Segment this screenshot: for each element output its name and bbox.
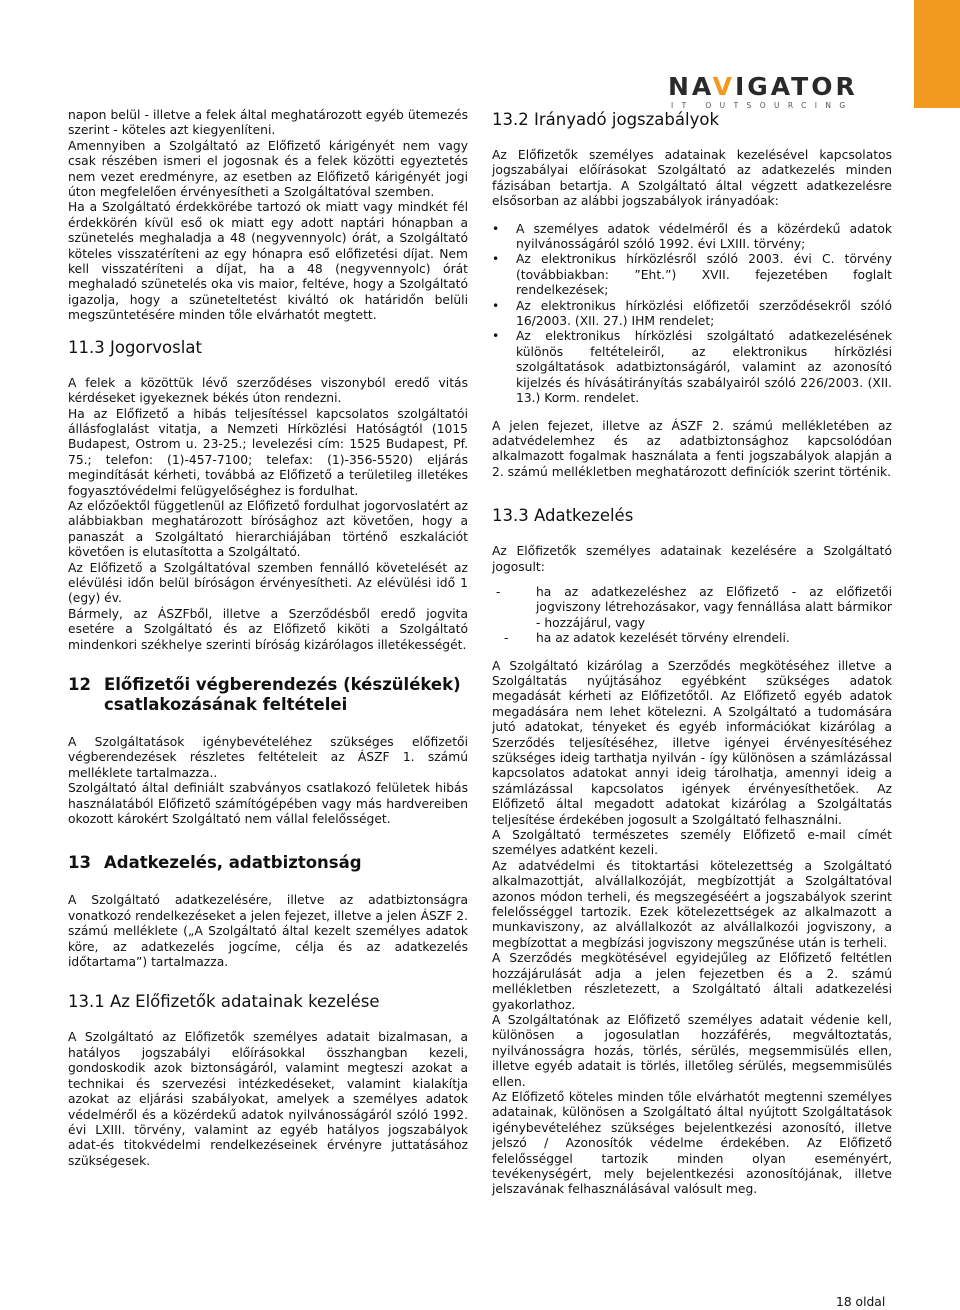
paragraph: Szolgáltató által definiált szabványos csatlakozó felületek hibás használatából Előfizető számítógépében vagy más hardvereiben okozott károkért Szolgáltató nem vállal felelősséget.: [68, 781, 468, 827]
list-item: - ha az adatkezeléshez az Előfizető - az előfizetői jogviszony létrehozásakor, vagy fennállása alatt bármikor - hozzájárul, vagy: [496, 584, 892, 630]
brand-accent-bar: [914, 0, 960, 108]
heading-12: 12 Előfizetői végberendezés (készülékek) csatlakozásának feltételei: [68, 675, 461, 714]
paragraph: A Szolgáltató kizárólag a Szerződés megkötéséhez illetve a Szolgáltatás nyújtásához egyébként szükséges adatok megadását kérheti az Előfizetőtől. Az Előfizető egyéb adatok megadására nem lehet kötelezni. A Szolgáltató a tudomására jutó adatokat, tényeket és egyéb információkat kizárólag a Szerződés teljesítéséhez, illetve igényei érvényesítéséhez szükséges ideig tarthatja nyilván - így különösen a számlázással kapcsolatos adatokat annyi ideig tárolhatja, amennyi ideig a számlázással kapcsolatos igények érvényesíthetőek. Az Előfizető által megadott adatokat kizárólag a Szolgáltatás teljesítése érdekében jogosult a Szolgáltató felhasználni.: [492, 658, 892, 827]
paragraph: Ha az Előfizető a hibás teljesítéssel kapcsolatos szolgáltatói állásfoglalást vitatja, a Nemzeti Hírközlési Hatóságtól (1015 Budapest, Ostrom u. 23-25.; levelezési cím: 1525 Budapest, Pf. 75.; telefon: (1)-457-7100; telefax: (1)-356-5520) eljárás megindítását kérheti, továbbá az Előfizető a területileg illetékes fogyasztóvédelmi felügyelőséghez is fordulhat.: [68, 406, 468, 498]
bullet-icon: •: [492, 252, 500, 267]
bullet-icon: •: [492, 221, 500, 236]
paragraph: A Szolgáltató természetes személy Előfizető e-mail címét személyes adatként kezeli.: [492, 828, 892, 858]
bullet-icon: •: [492, 329, 500, 344]
paragraph: Az Előfizető köteles minden tőle elvárhatót megtenni személyes adatainak, különösen a Szolgáltató által nyújtott Szolgáltatások igénybevételéhez szükséges bejelentkezési azonosító, illetve jelszó / Azonosítók védelme érdekében. Az Előfizető felelősséggel tartozik minden olyan eseményért, tevékenységért, mely bejelentkezési azonosítójának, illetve jelszavának felhasználásával valósult meg.: [492, 1089, 892, 1197]
paragraph: A jelen fejezet, illetve az ÁSZF 2. számú mellékletében az adatvédelemhez és az adatbiztonsághoz kapcsolódóan alkalmazott fogalmak használata a fenti jogszabályok alapján a 2. számú mellékletben meghatározott definíciók szerint történik.: [492, 418, 892, 479]
paragraph: Az előzőektől függetlenül az Előfizető fordulhat jogorvoslatért az alábbiakban meghatározott bírósághoz azt követően, hogy a panaszát a Szolgáltató hierarchiájában történő eszkalációt követően is elutasította a Szolgáltató.: [68, 498, 468, 560]
heading-13: 13 Adatkezelés, adatbiztonság: [68, 853, 362, 873]
list-item: • Az elektronikus hírközlésről szóló 2003. évi C. törvény (továbbiakban: ”Eht.”) XVII. fejezetében foglalt rendelkezések;: [492, 252, 892, 298]
paragraph: A felek a közöttük lévő szerződéses viszonyból eredő vitás kérdéseket igyekeznek békés úton rendezni.: [68, 375, 468, 406]
paragraph: A Szolgáltató adatkezelésére, illetve az adatbiztonságra vonatkozó rendelkezéseket a jelen fejezet, illetve a jelen ÁSZF 2. számú melléklete („A Szolgáltató által kezelt személyes adatok köre, az adatkezelés jogcíme, célja és az adatkezelés időtartama”) tartalmazza.: [68, 893, 468, 970]
right-column: [492, 110, 892, 1198]
paragraph: A Szolgáltató az Előfizetők személyes adatait bizalmasan, a hatályos jogszabályi előírásokkal összhangban kezeli, gondoskodik azok biztonságáról, valamint megteszi azokat a technikai és szervezési intézkedéseket, valamint kialakítja azokat az eljárási szabályokat, amelyek a személyes adatok védelméről és a közérdekű adatok nyilvánosságáról szóló 1992. évi LXIII. törvény, valamint az egyéb hatályos jogszabályok adat-és titokvédelmi rendelkezéseinek érvényre juttatásához szükségesek.: [68, 1030, 468, 1168]
law-list: [492, 222, 892, 407]
paragraph: Az Előfizetők személyes adatainak kezelésével kapcsolatos jogszabályai előírásokat Szolgáltató az adatkezelés minden fázisában betartja. A Szolgáltató által végzett adatkezelésre elsősorban az alábbi jogszabályok irányadóak:: [492, 148, 892, 209]
page-number: 18 oldal: [836, 1295, 886, 1309]
paragraph: Az Előfizetők személyes adatainak kezelésére a Szolgáltató jogosult:: [492, 544, 892, 574]
paragraph: A Szolgáltatónak az Előfizető személyes adatait védenie kell, különösen a jogosulatlan hozzáférés, megváltoztatás, nyilvánosságra hozás, törlés, sérülés, megsemmisülés ellen, illetve egyéb adatait is törlés, illetőleg sérülés, megsemmisülés ellen.: [492, 1012, 892, 1089]
navigator-logo: [668, 74, 878, 110]
dash-marker: -: [496, 584, 501, 599]
list-item: • Az elektronikus hírközlési szolgáltató adatkezelésének különös feltételeiről, az elektronikus hírközlési szolgáltatások adatbiztonságáról, valamint az azonosító kijelzés és hívásátirányítás szabályairól szóló 226/2003. (XII. 13.) Korm. rendelet.: [492, 329, 892, 406]
logo-tagline: IT OUTSOURCING: [671, 101, 854, 110]
heading-11-3: 11.3 Jogorvoslat: [68, 337, 202, 357]
list-item: • A személyes adatok védelméről és a közérdekű adatok nyilvánosságáról szóló 1992. évi LXIII. törvény;: [492, 221, 892, 252]
paragraph: Ha a Szolgáltató érdekkörébe tartozó ok miatt vagy mindkét fél érdekkörén kívül eső ok miatt egy adott naptári hónapban a szünetelés meghaladja a 48 (negyvennyolc) órát, a Szolgáltató köteles visszatéríteni az egy hónapra eső előfizetési díjat. Nem kell visszatéríteni a díjat, ha a 48 (negyvennyolc) órát meghaladó szünetelés oka vis maior, feltéve, hogy a Szolgáltató igazolja, hogy a szüneteltetést kiváltó ok határidőn belüli megszüntetésére minden tőle elvárhatót megtett.: [68, 200, 468, 323]
paragraph: napon belül - illetve a felek által meghatározott egyéb ütemezés szerint - köteles azt kiegyenlíteni.: [68, 108, 468, 138]
paragraph: Bármely, az ÁSZFből, illetve a Szerződésből eredő jogvita esetére a Szolgáltató és az Előfizető kiköti a Szolgáltató mindenkori székhelye szerinti bíróság kizárólagos illetékességét.: [68, 606, 468, 652]
list-item: • Az elektronikus hírközlési előfizetői szerződésekről szóló 16/2003. (XII. 27.) IHM rendelet;: [492, 298, 892, 329]
legal-basis-list: [492, 585, 892, 647]
list-item: - ha az adatok kezelését törvény elrendeli.: [504, 631, 790, 646]
paragraph: A Szolgáltatások igénybevételéhez szükséges előfizetői végberendezések részletes feltételeit az ÁSZF 1. számú melléklete tartalmazza..: [68, 735, 468, 780]
dash-marker: -: [504, 631, 509, 646]
heading-13-2: 13.2 Irányadó jogszabályok: [492, 110, 719, 129]
paragraph: Az adatvédelmi és titoktartási kötelezettség a Szolgáltató alkalmazottját, alvállalkozóját, megbízottját a Szolgáltatóval azonos módon terheli, és megszegéséért a jogszabályok szerint felelősséggel tartozik. Ezek kötelezettségek az alkalmazott a munkaviszony, az alvállalkozót az alvállalkozói jogviszony, a megbízottat a megbízási jogviszony megszűnése után is terheli.: [492, 858, 892, 950]
bullet-icon: •: [492, 298, 500, 313]
heading-13-3: 13.3 Adatkezelés: [492, 506, 634, 526]
heading-13-1: 13.1 Az Előfizetők adatainak kezelése: [68, 992, 380, 1012]
paragraph: Amennyiben a Szolgáltató az Előfizető kárigényét nem vagy csak részében ismeri el jogosnak és a felek közötti egyeztetés nem vezet eredményre, az esetben az Előfizető kárigényét jogi úton megfelelően érvényesítheti a Szolgáltatóval szemben.: [68, 138, 468, 200]
logo-wordmark: NAVIGATOR: [668, 72, 858, 101]
paragraph: Az Előfizető a Szolgáltatóval szemben fennálló követelését az elévülési időn belül bíróságon érvényesítheti. Az elévülési idő 1 (egy) év.: [68, 560, 468, 606]
left-column: [68, 108, 468, 1169]
paragraph: A Szerződés megkötésével egyidejűleg az Előfizető feltétlen hozzájárulását adja a jelen fejezetben és a 2. számú mellékletben részletezett, a Szolgáltató általi adatkezelési gyakorlathoz.: [492, 951, 892, 1012]
